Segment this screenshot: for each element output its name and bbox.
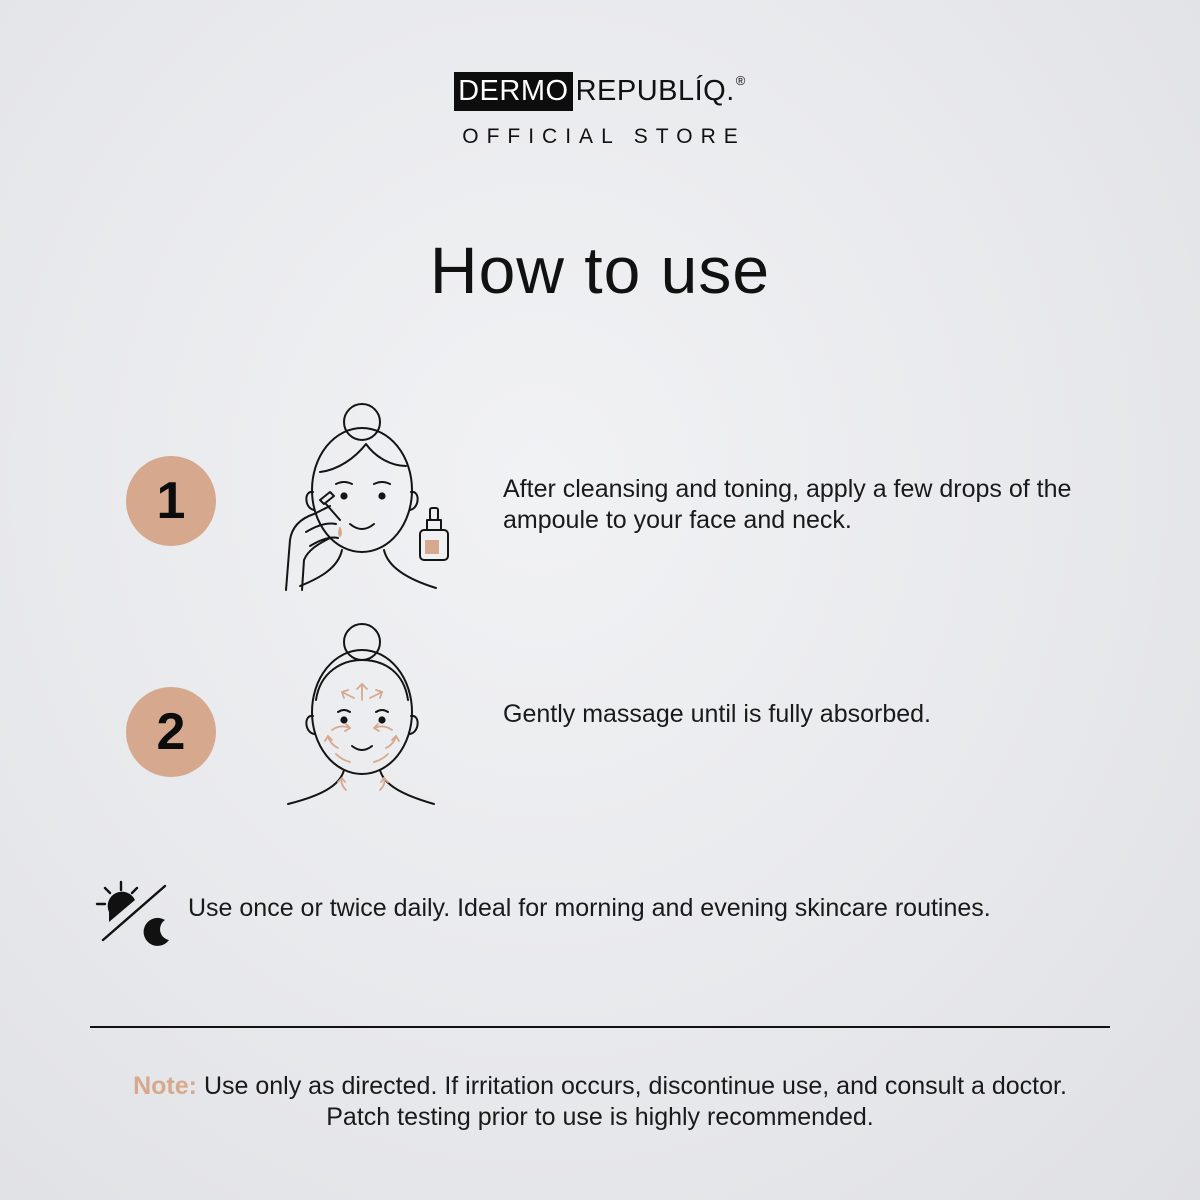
note-block <box>0 1071 1200 1133</box>
section-divider <box>90 1026 1110 1028</box>
brand-header <box>0 72 1200 149</box>
logo-light-part: REPUBLÍQ. <box>575 75 735 107</box>
note-label: Note: <box>133 1072 197 1100</box>
step-instruction: Gently massage until is fully absorbed. <box>503 700 931 728</box>
registered-mark: ® <box>735 73 746 88</box>
sun-moon-icon <box>95 878 175 950</box>
official-store-label: OFFICIAL STORE <box>462 125 746 148</box>
note-line-1 <box>0 1071 1200 1102</box>
step-instruction: After cleansing and toning, apply a few drops of the ampoule to your face and neck. <box>503 475 1072 534</box>
page-title: How to use <box>429 233 771 307</box>
step-number-badge: 1 <box>126 456 216 546</box>
logo-dark-part: DERMO <box>454 72 572 111</box>
step-number-badge: 2 <box>126 687 216 777</box>
note-text-1: Use only as directed. If irritation occurs, discontinue use, and consult a doctor. <box>203 1072 1067 1100</box>
note-line-2: Patch testing prior to use is highly recommended. <box>326 1103 874 1131</box>
apply-dropper-face-icon <box>280 400 450 596</box>
face-massage-arrows-icon <box>280 620 450 810</box>
brand-logo <box>454 72 746 111</box>
usage-frequency-text: Use once or twice daily. Ideal for morning and evening skincare routines. <box>188 894 991 922</box>
